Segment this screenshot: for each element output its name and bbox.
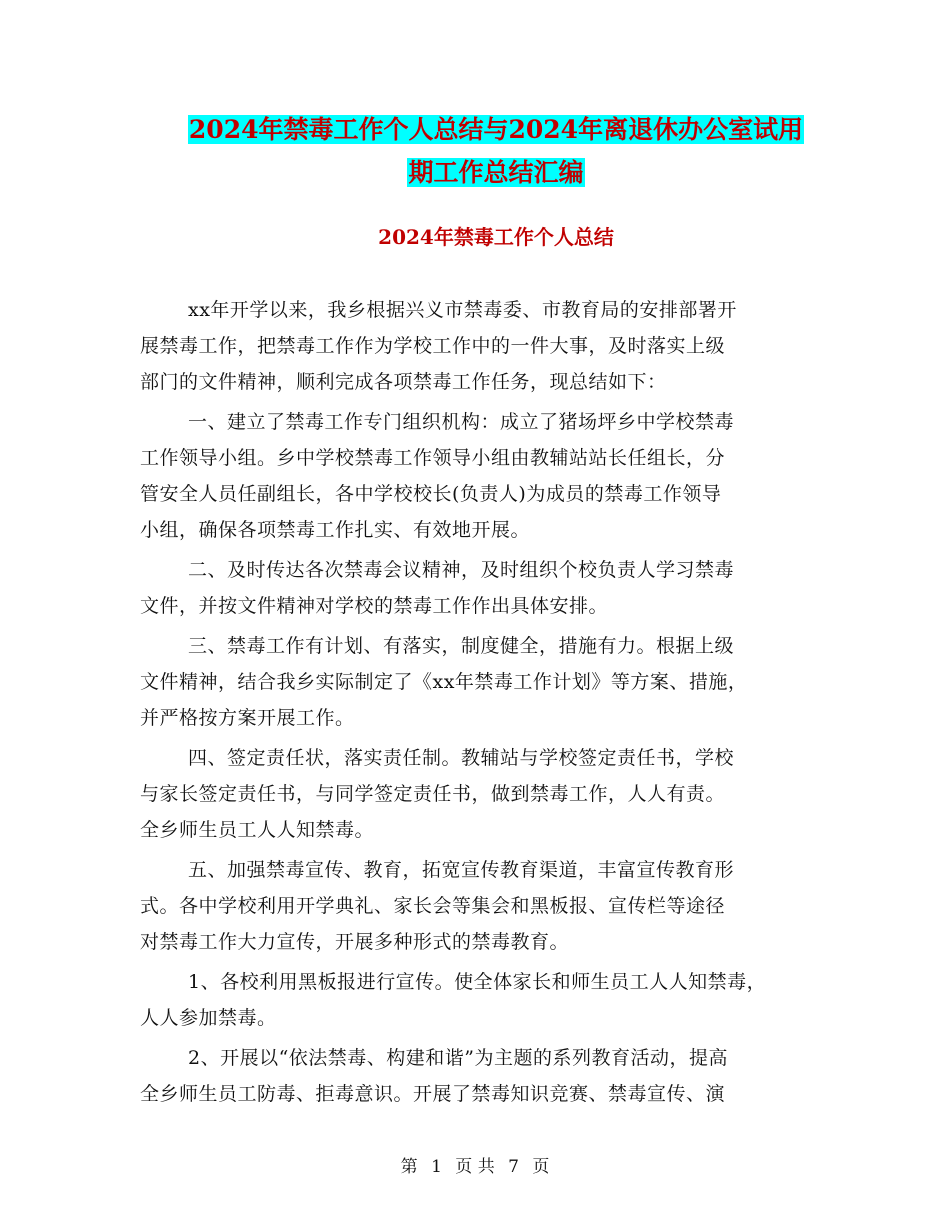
body-line: 2、开展以“依法禁毒、构建和谐”为主题的系列教育活动，提高	[188, 1047, 729, 1069]
body-line: 五、加强禁毒宣传、教育，拓宽宣传教育渠道，丰富宣传教育形	[188, 859, 735, 881]
page-label-suffix: 页	[532, 1157, 550, 1177]
document-title-line-2: 期工作总结汇编	[408, 158, 584, 187]
body-line: 全乡师生员工人人知禁毒。	[140, 819, 375, 841]
body-line: 四、签定责任状，落实责任制。教辅站与学校签定责任书，学校	[188, 747, 735, 769]
body-line: 部门的文件精神，顺利完成各项禁毒工作任务，现总结如下：	[140, 371, 667, 393]
body-line: 并严格按方案开展工作。	[140, 707, 355, 729]
body-line: 工作领导小组。乡中学校禁毒工作领导小组由教辅站站长任组长，分	[140, 447, 726, 469]
body-line: 文件，并按文件精神对学校的禁毒工作作出具体安排。	[140, 595, 609, 617]
body-line: xx年开学以来，我乡根据兴义市禁毒委、市教育局的安排部署开	[188, 299, 737, 321]
body-line: 人人参加禁毒。	[140, 1007, 277, 1029]
body-line: 全乡师生员工防毒、拒毒意识。开展了禁毒知识竞赛、禁毒宣传、演	[140, 1083, 726, 1105]
total-page-number: 7	[508, 1157, 519, 1177]
body-line: 三、禁毒工作有计划、有落实，制度健全，措施有力。根据上级	[188, 635, 735, 657]
section-title: 2024年禁毒工作个人总结	[378, 225, 614, 249]
body-line: 展禁毒工作，把禁毒工作作为学校工作中的一件大事，及时落实上级	[140, 335, 726, 357]
body-line: 对禁毒工作大力宣传，开展多种形式的禁毒教育。	[140, 931, 570, 953]
body-line: 管安全人员任副组长，各中学校校长(负责人)为成员的禁毒工作领导	[140, 483, 722, 505]
body-line: 与家长签定责任书，与同学签定责任书，做到禁毒工作，人人有责。	[140, 783, 726, 805]
current-page-number: 1	[431, 1157, 442, 1177]
body-line: 式。各中学校利用开学典礼、家长会等集会和黑板报、宣传栏等途径	[140, 895, 726, 917]
page-label-mid: 页 共	[455, 1157, 495, 1177]
body-line: 文件精神，结合我乡实际制定了《xx年禁毒工作计划》等方案、措施，	[140, 671, 748, 693]
document-title-line-1: 2024年禁毒工作个人总结与2024年离退休办公室试用	[188, 115, 804, 144]
page-footer	[0, 1152, 950, 1177]
body-text	[140, 292, 820, 1112]
body-line: 一、建立了禁毒工作专门组织机构：成立了猪场坪乡中学校禁毒	[188, 411, 735, 433]
page-label-prefix: 第	[400, 1157, 418, 1177]
body-line: 二、及时传达各次禁毒会议精神，及时组织个校负责人学习禁毒	[188, 559, 735, 581]
body-line: 小组，确保各项禁毒工作扎实、有效地开展。	[140, 519, 531, 541]
body-line: 1、各校利用黑板报进行宣传。使全体家长和师生员工人人知禁毒，	[188, 971, 767, 993]
